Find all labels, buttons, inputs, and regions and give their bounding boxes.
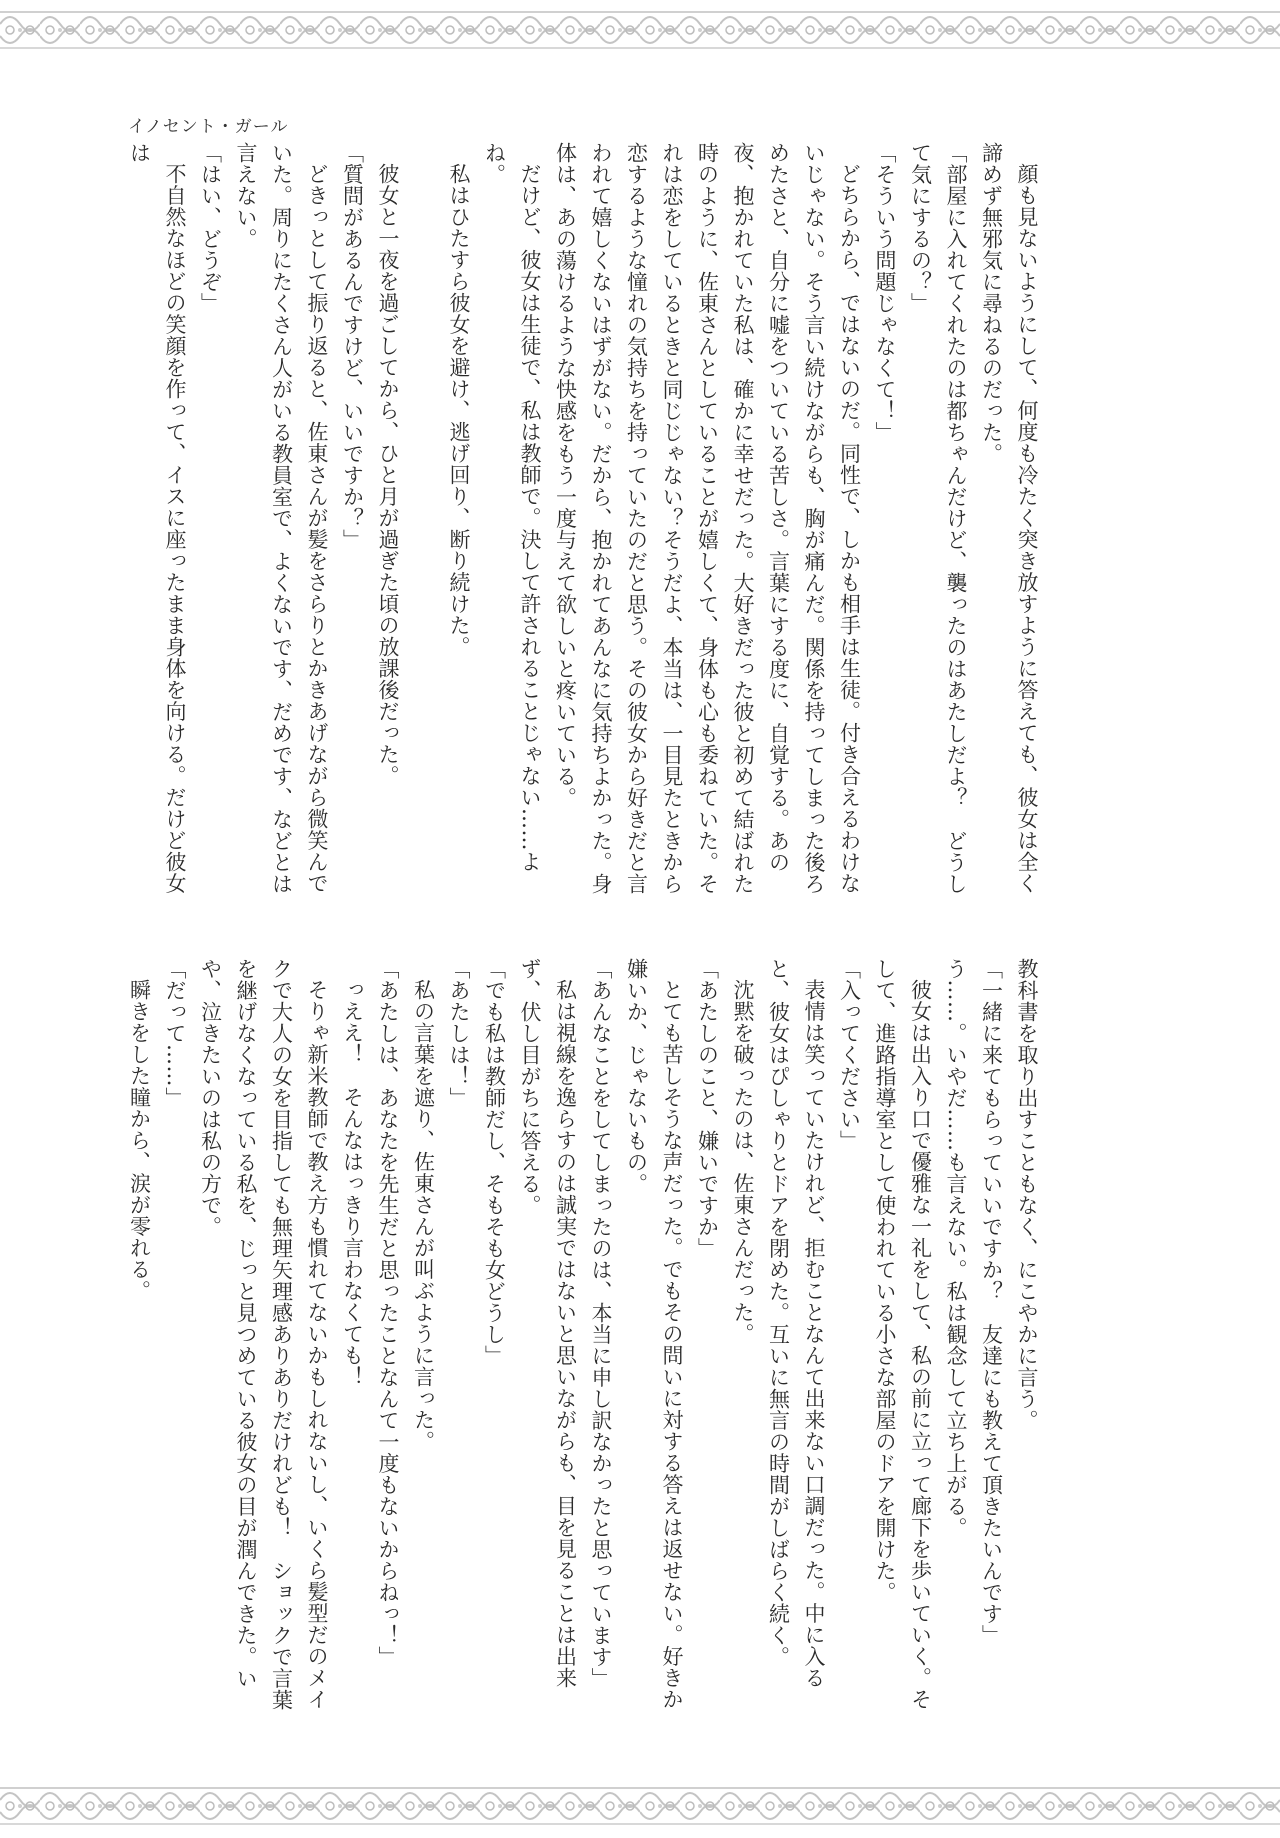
paragraph: 彼女と一夜を過ごしてから、ひと月が過ぎた頃の放課後だった。 <box>376 163 400 787</box>
paragraph: 顔も見ないようにして、何度も冷たく突き放すように答えても、彼女は全く諦めず無邪気に尋ねるのだった。 <box>979 142 1039 894</box>
paragraph: う……。いやだ……も言えない。私は観念して立ち上がる。 <box>944 958 968 1539</box>
paragraph: 瞬きをした瞳から、涙が零れる。 <box>127 979 152 1302</box>
paragraph: 私はひたすら彼女を避け、逃げ回り、断り続けた。 <box>447 163 471 658</box>
text-block-bottom <box>127 958 1044 1728</box>
paragraph: 沈黙を破ったのは、佐東さんだった。 <box>731 979 755 1345</box>
paragraph: 表情は笑っていたけれど、拒むことなんて出来ない口調だった。中に入ると、彼女はぴしゃりとドアを閉めた。互いに無言の時間がしばらく続く。 <box>766 958 826 1689</box>
dialogue-line: 「あんなことをしてしまったのは、本当に申し訳なかったと思っています」 <box>589 958 613 1689</box>
lace-border-icon <box>0 1776 1280 1838</box>
dialogue-line: 「はい、どうぞ」 <box>198 142 223 314</box>
dialogue-line: 「そういう問題じゃなくて！」 <box>873 142 897 443</box>
paragraph: どきっとして振り返ると、佐東さんが髪をさらりとかきあげながら微笑んでいた。周りにたくさん人がいる教員室で、よくないです、だめです、などとは言えない。 <box>234 142 329 895</box>
dialogue-line: 「部屋に入れてくれたのは都ちゃんだけど、襲ったのはあたしだよ？ どうして気にするの？」 <box>908 142 968 895</box>
running-head: イノセント・ガール <box>128 117 289 137</box>
dialogue-line: 「入ってください」 <box>837 958 862 1152</box>
paragraph: 教科書を取り出すこともなく、にこやかに言う。 <box>1015 958 1039 1431</box>
paragraph: 私の言葉を遮り、佐東さんが叫ぶように言った。 <box>411 979 436 1452</box>
lace-border-top <box>0 0 1280 62</box>
lace-border-icon <box>0 0 1280 62</box>
paragraph: だけど、彼女は生徒で、私は教師で。決して許されることじゃない……よね。 <box>482 142 542 873</box>
paragraph: 彼女は出入り口で優雅な一礼をして、私の前に立って廊下を歩いていく。そして、進路指導室として使われている小さな部屋のドアを開けた。 <box>873 958 933 1710</box>
paragraph: どちらから、ではないのだ。同性で、しかも相手は生徒。付き合えるわけないじゃない。そう言い続けながらも、胸が痛んだ。関係を持ってしまった後ろめたさと、自分に嘘をついている苦しさ。言葉にする度に、自覚する。あの夜、抱かれていた私は、確かに幸せだった。大好きだった彼と初めて結ばれた時のように、佐東さんとしていることが嬉しくて、身体も心も委ねていた。それは恋をしているときと同じじゃない？そうだよ、本当は、一目見たときから恋するような憧れの気持ちを持っていたのだと思う。その彼女から好きだと言われて嬉しくないはずがない。だから、抱かれてあんなに気持ちよかった。身体は、あの蕩けるような快感をもう一度与えて欲しいと疼いている。 <box>553 142 862 895</box>
dialogue-line: 「でも私は教師だし、そもそも女どうし」 <box>482 958 507 1367</box>
paragraph: とても苦しそうな声だった。でもその問いに対する答えは返せない。好きか嫌いか、じゃないもの。 <box>624 958 684 1710</box>
dialogue-line: 「あたしのこと、嫌いですか」 <box>695 958 720 1259</box>
dialogue-line: 「一緒に来てもらっていいですか？ 友達にも教えて頂きたいんです」 <box>979 958 1004 1646</box>
dialogue-line: 「だって……」 <box>163 958 187 1109</box>
dialogue-line: 「質問があるんですけど、いいですか？」 <box>340 142 365 551</box>
lace-border-bottom <box>0 1776 1280 1838</box>
paragraph: 私は視線を逸らすのは誠実ではないと思いながらも、目を見ることは出来ず、伏し目がちに答える。 <box>518 958 578 1689</box>
paragraph: っええ！ そんなはっきり言わなくても！ <box>340 979 365 1388</box>
text-block-top <box>127 142 1044 912</box>
dialogue-line: 「あたしは！」 <box>447 958 471 1109</box>
paragraph: そりゃ新米教師で教え方も慣れてないかもしれないし、いくら髪型だのメイクで大人の女を目指しても無理矢理感ありありだけれども！ ショックで言葉を継げなくなっている私を、じっと見つめている彼女の目が潤んできた。いや、泣きたいのは私の方で。 <box>198 958 329 1711</box>
dialogue-line: 「あたしは、あなたを先生だと思ったことなんて一度もないからねっ！」 <box>376 958 400 1668</box>
paragraph: 不自然なほどの笑顔を作って、イスに座ったまま身体を向ける。だけど彼女は <box>127 142 187 894</box>
